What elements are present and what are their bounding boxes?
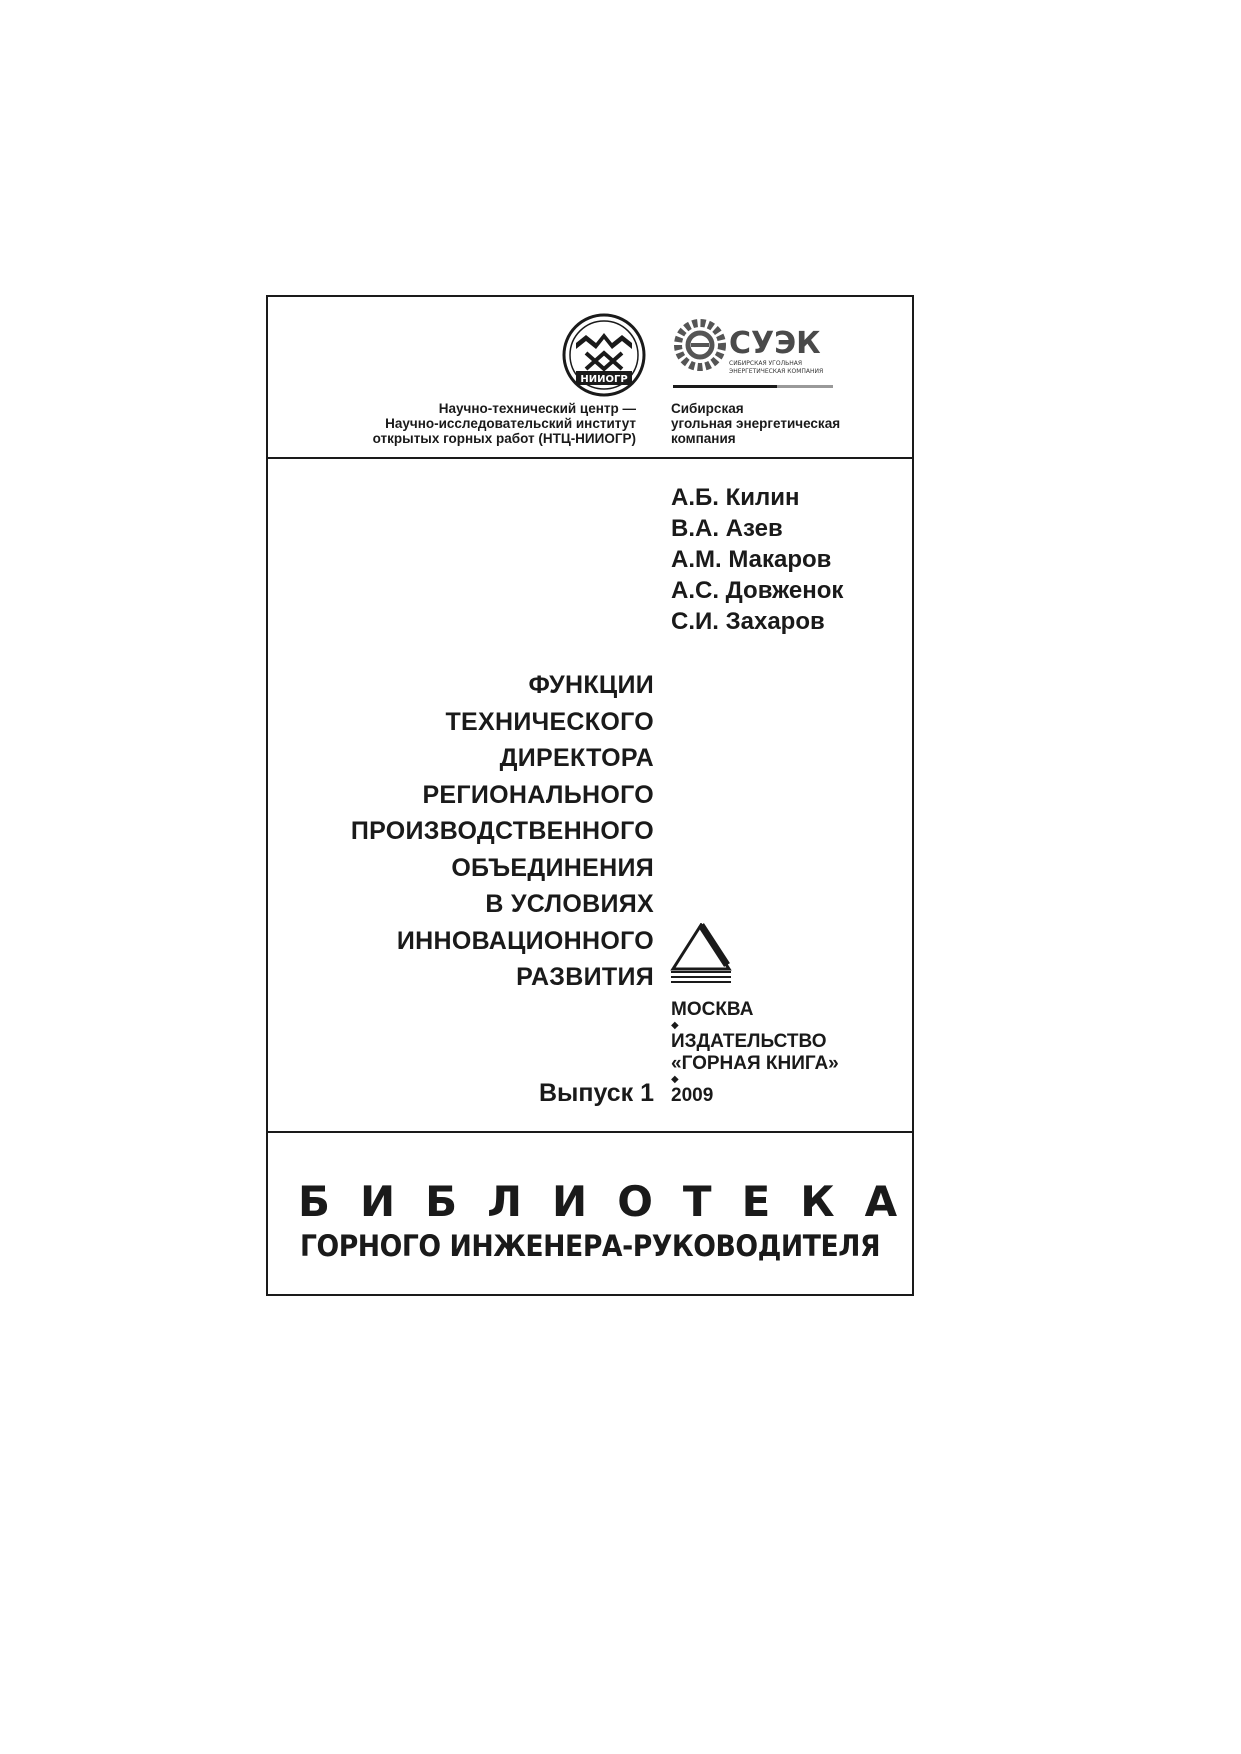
suek-logo-sub1: СИБИРСКАЯ УГОЛЬНАЯ — [729, 360, 802, 367]
title-line: ФУНКЦИИ — [528, 671, 654, 699]
org-right-line: компания — [671, 431, 736, 446]
book-title — [268, 667, 654, 996]
publisher-name-line1: ИЗДАТЕЛЬСТВО — [671, 1031, 827, 1052]
author-name: А.Б. Килин — [671, 484, 800, 511]
org-right-line: угольная энергетическая — [671, 416, 841, 431]
org-left-line: открытых горных работ (НТЦ-НИИОГР) — [372, 431, 636, 446]
series-title: БИБЛИОТЕКА — [298, 1177, 928, 1226]
author-name: А.М. Макаров — [671, 546, 832, 573]
suek-logo — [673, 315, 853, 393]
org-right-line: Сибирская — [671, 401, 744, 416]
title-line: ОБЪЕДИНЕНИЯ — [451, 853, 654, 882]
series-subtitle: ГОРНОГО ИНЖЕНЕРА-РУКОВОДИТЕЛЯ — [299, 1229, 881, 1263]
title-line: ДИРЕКТОРА — [499, 744, 654, 772]
diamond-separator: ◆ — [671, 1020, 679, 1031]
org-right — [671, 401, 901, 446]
suek-logo-name: СУЭК — [729, 326, 821, 361]
author-name: В.А. Азев — [671, 515, 783, 542]
title-line: ТЕХНИЧЕСКОГО — [445, 707, 654, 736]
niiogr-logo-text: НИИОГР — [580, 374, 628, 385]
header-divider — [268, 457, 912, 459]
publisher-name-line2: «ГОРНАЯ КНИГА» — [671, 1053, 839, 1074]
title-line: РЕГИОНАЛЬНОГО — [422, 780, 654, 809]
org-left-line: Научно-технический центр — — [438, 401, 636, 416]
authors-list — [671, 482, 843, 637]
author-name: А.С. Довженок — [671, 577, 844, 604]
niiogr-logo — [562, 313, 646, 397]
org-left — [268, 401, 636, 446]
title-line: РАЗВИТИЯ — [516, 963, 654, 991]
title-page-frame — [266, 295, 928, 1296]
publisher-block — [671, 999, 839, 1107]
publisher-logo — [669, 923, 735, 985]
publisher-year: 2009 — [671, 1085, 714, 1106]
series-divider — [268, 1131, 912, 1133]
org-left-line: Научно-исследовательский институт — [385, 416, 636, 431]
suek-logo-sub2: ЭНЕРГЕТИЧЕСКАЯ КОМПАНИЯ — [729, 368, 824, 375]
title-line: ПРОИЗВОДСТВЕННОГО — [350, 817, 654, 845]
title-line: ИННОВАЦИОННОГО — [396, 926, 654, 955]
author-name: С.И. Захаров — [671, 608, 825, 635]
title-line: В УСЛОВИЯХ — [485, 890, 654, 918]
diamond-separator: ◆ — [671, 1074, 679, 1085]
publisher-city: МОСКВА — [671, 999, 754, 1020]
issue-number: Выпуск 1 — [538, 1079, 654, 1107]
